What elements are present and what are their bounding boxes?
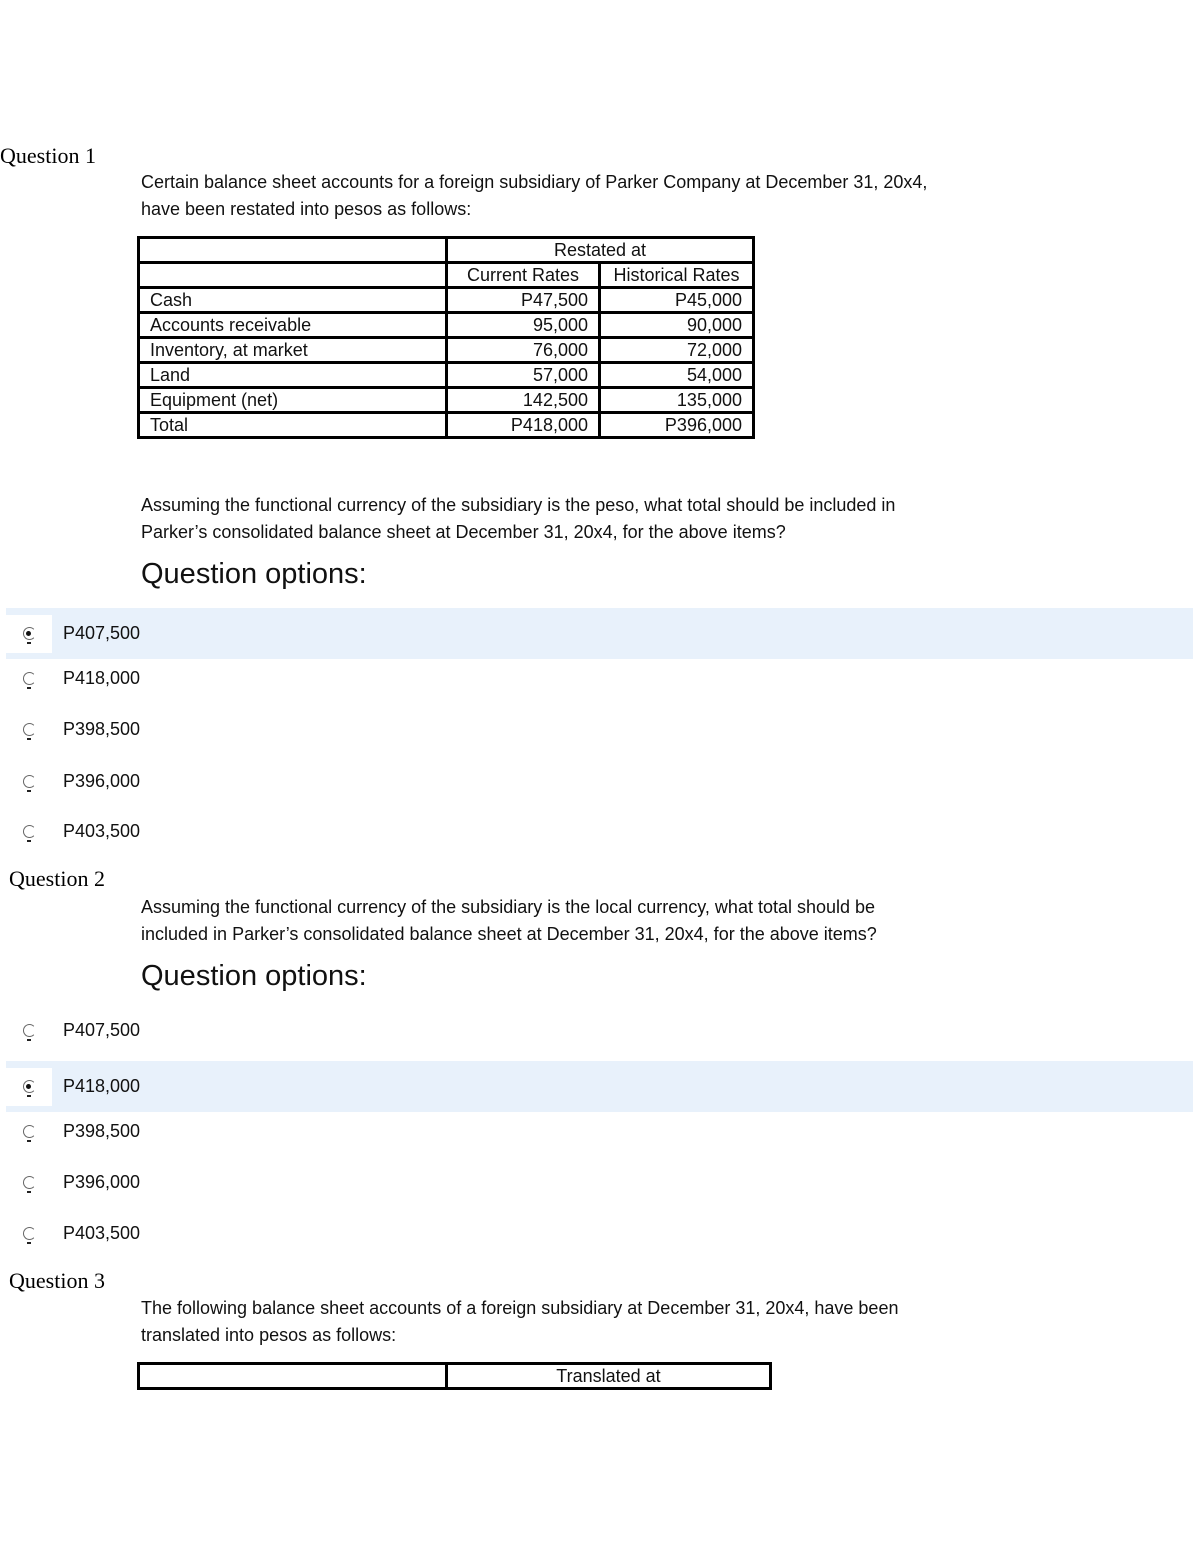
- table-column-header-row: [139, 263, 754, 288]
- table-header-blank: [139, 238, 447, 263]
- table-row: [139, 363, 754, 388]
- option-label: P403,500: [63, 1223, 141, 1243]
- q2-option-3[interactable]: [6, 1106, 1193, 1157]
- option-label: P398,500: [63, 1121, 141, 1141]
- question-1-prompt: [141, 492, 1041, 546]
- question-1-options-title: Question options:: [141, 558, 367, 590]
- radio-icon[interactable]: [23, 672, 36, 685]
- question-2-options-title: Question options:: [141, 960, 367, 992]
- q2-option-5[interactable]: [6, 1208, 1193, 1259]
- question-1-intro-line1: Certain balance sheet accounts for a foreign subsidiary of Parker Company at December 31, 20x4,: [141, 172, 928, 192]
- question-3-intro: [141, 1295, 1041, 1349]
- option-label: P396,000: [63, 771, 141, 791]
- current-value: 95,000: [447, 313, 600, 338]
- question-1-intro: [141, 169, 1041, 223]
- option-label: P396,000: [63, 1172, 141, 1192]
- table-group-header-row: [139, 238, 754, 263]
- translated-at-header: Translated at: [447, 1364, 771, 1389]
- historical-value: 72,000: [600, 338, 754, 363]
- restated-at-header: Restated at: [447, 238, 754, 263]
- row-label: Accounts receivable: [139, 313, 447, 338]
- question-1-prompt-line2: Parker’s consolidated balance sheet at December 31, 20x4, for the above items?: [141, 522, 786, 542]
- option-label: P407,500: [63, 1020, 141, 1040]
- question-1-intro-line2: have been restated into pesos as follows:: [141, 199, 472, 219]
- q1-option-1[interactable]: [6, 608, 1193, 659]
- question-2-prompt: [141, 894, 1041, 948]
- table-row: [139, 338, 754, 363]
- question-1-prompt-line1: Assuming the functional currency of the subsidiary is the peso, what total should be included in: [141, 495, 896, 515]
- row-label: Cash: [139, 288, 447, 313]
- option-label: P418,000: [63, 1076, 141, 1096]
- current-value: 76,000: [447, 338, 600, 363]
- row-label: Land: [139, 363, 447, 388]
- radio-icon[interactable]: [23, 1176, 36, 1189]
- question-2-heading: Question 2: [9, 866, 105, 891]
- translated-balance-table: [137, 1362, 772, 1390]
- q2-option-2[interactable]: [6, 1061, 1193, 1112]
- option-label: P407,500: [63, 623, 141, 643]
- question-3-intro-line2: translated into pesos as follows:: [141, 1325, 397, 1345]
- q1-option-3[interactable]: [6, 704, 1193, 755]
- question-2-prompt-line2: included in Parker’s consolidated balance sheet at December 31, 20x4, for the above items?: [141, 924, 877, 944]
- table-header-blank: [139, 263, 447, 288]
- row-label: Total: [139, 413, 447, 438]
- radio-icon[interactable]: [23, 723, 36, 736]
- radio-icon[interactable]: [23, 775, 36, 788]
- historical-value: P396,000: [600, 413, 754, 438]
- q1-option-5[interactable]: [6, 806, 1193, 857]
- historical-value: 90,000: [600, 313, 754, 338]
- historical-value: 54,000: [600, 363, 754, 388]
- radio-icon[interactable]: [23, 825, 36, 838]
- question-2-prompt-line1: Assuming the functional currency of the subsidiary is the local currency, what total should be: [141, 897, 876, 917]
- historical-rates-header: Historical Rates: [600, 263, 754, 288]
- radio-checked-icon[interactable]: [23, 1080, 36, 1093]
- q1-option-2[interactable]: [6, 653, 1193, 704]
- historical-value: 135,000: [600, 388, 754, 413]
- current-value: 57,000: [447, 363, 600, 388]
- table-row: [139, 388, 754, 413]
- q2-option-1[interactable]: [6, 1005, 1193, 1056]
- question-1-heading: Question 1: [0, 143, 96, 168]
- table-header-blank: [139, 1364, 447, 1389]
- restated-balance-table: [137, 236, 755, 439]
- q2-option-4[interactable]: [6, 1157, 1193, 1208]
- option-label: P403,500: [63, 821, 141, 841]
- table-row: [139, 288, 754, 313]
- radio-icon[interactable]: [23, 1125, 36, 1138]
- table-row: [139, 413, 754, 438]
- question-3-intro-line1: The following balance sheet accounts of a foreign subsidiary at December 31, 20x4, have been: [141, 1298, 899, 1318]
- historical-value: P45,000: [600, 288, 754, 313]
- current-value: 142,500: [447, 388, 600, 413]
- q1-option-4[interactable]: [6, 756, 1193, 807]
- radio-icon[interactable]: [23, 1024, 36, 1037]
- radio-checked-icon[interactable]: [23, 627, 36, 640]
- option-label: P398,500: [63, 719, 141, 739]
- radio-icon[interactable]: [23, 1227, 36, 1240]
- table-row: [139, 313, 754, 338]
- question-3-heading: Question 3: [9, 1268, 105, 1293]
- row-label: Inventory, at market: [139, 338, 447, 363]
- option-label: P418,000: [63, 668, 141, 688]
- row-label: Equipment (net): [139, 388, 447, 413]
- current-value: P418,000: [447, 413, 600, 438]
- table-group-header-row: [139, 1364, 771, 1389]
- current-rates-header: Current Rates: [447, 263, 600, 288]
- current-value: P47,500: [447, 288, 600, 313]
